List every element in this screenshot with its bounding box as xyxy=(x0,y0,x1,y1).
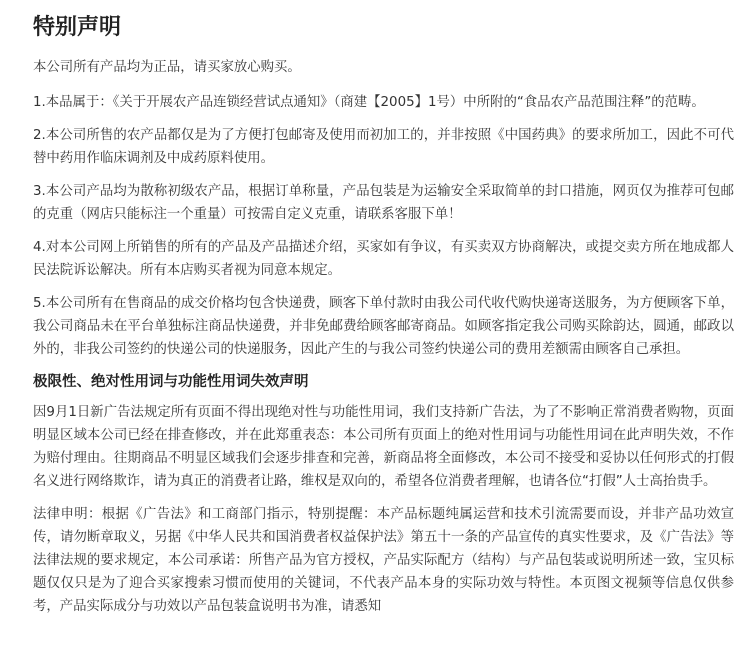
legal-statement-paragraph: 法律申明：根据《广告法》和工商部门指示，特别提醒：本产品标题纯属运营和技术引流需要而设，并非产品功效宣传，请勿断章取义，另据《中华人民共和国消费者权益保护法》第五十一条的产品宣传的真实性要求，及《广告法》等法律法规的要求规定，本公司承诺：所售产品为官方授权，产品实际配方（结构）与产品包装或说明所述一致，宝贝标题仅仅只是为了迎合买家搜索习惯而使用的关键词，不代表产品本身的实际功效与特性。本页图文视频等信息仅供参考，产品实际成分与功效以产品包装盒说明书为准，请悉知 xyxy=(33,507,734,614)
declaration-item-1: 1.本品属于：《关于开展农产品连锁经营试点通知》（商建【2005】1号）中所附的“食品农产品范围注释”的范畴。 xyxy=(33,95,705,110)
declaration-item-4: 4.对本公司网上所销售的所有的产品及产品描述介绍，买家如有争议，有买卖双方协商解决，或提交卖方所在地成都人民法院诉讼解决。所有本店购买者视为同意本规定。 xyxy=(33,240,734,278)
declaration-item-5: 5.本公司所有在售商品的成交价格均包含快递费，顾客下单付款时由我公司代收代购快递寄送服务，为方便顾客下单，我公司商品未在平台单独标注商品快递费，并非免邮费给顾客邮寄商品。如顾客指定我公司购买除韵达，圆通，邮政以外的，非我公司签约的快递公司的快递服务，因此产生的与我公司签约快递公司的费用差额需由顾客自己承担。 xyxy=(33,296,734,357)
declaration-item-2: 2.本公司所售的农产品都仅是为了方便打包邮寄及使用而初加工的，并非按照《中国药典》的要求所加工，因此不可代替中药用作临床调剂及中成药原料使用。 xyxy=(33,128,734,166)
page-title: 特别声明 xyxy=(33,15,122,40)
declaration-item-3: 3.本公司产品均为散称初级农产品，根据订单称量，产品包装是为运输安全采取简单的封口措施，网页仅为推荐可包邮的克重（网店只能标注一个重量）可按需自定义克重，请联系客服下单！ xyxy=(33,184,734,222)
section-title: 极限性、绝对性用词与功能性用词失效声明 xyxy=(33,374,309,390)
ad-law-paragraph: 因9月1日新广告法规定所有页面不得出现绝对性与功能性用词，我们支持新广告法，为了不影响正常消费者购物，页面明显区域本公司已经在排查修改，并在此郑重表态：本公司所有页面上的绝对性用词与功能性用词在此声明失效，不作为赔付理由。往期商品不明显区域我们会逐步排查和完善，新商品将全面修改，本公司不接受和妥协以任何形式的打假名义进行网络欺诈，请为真正的消费者让路，维权是双向的，希望各位消费者理解，也请各位“打假”人士高抬贵手。 xyxy=(33,405,734,489)
intro-paragraph: 本公司所有产品均为正品，请买家放心购买。 xyxy=(33,60,301,75)
